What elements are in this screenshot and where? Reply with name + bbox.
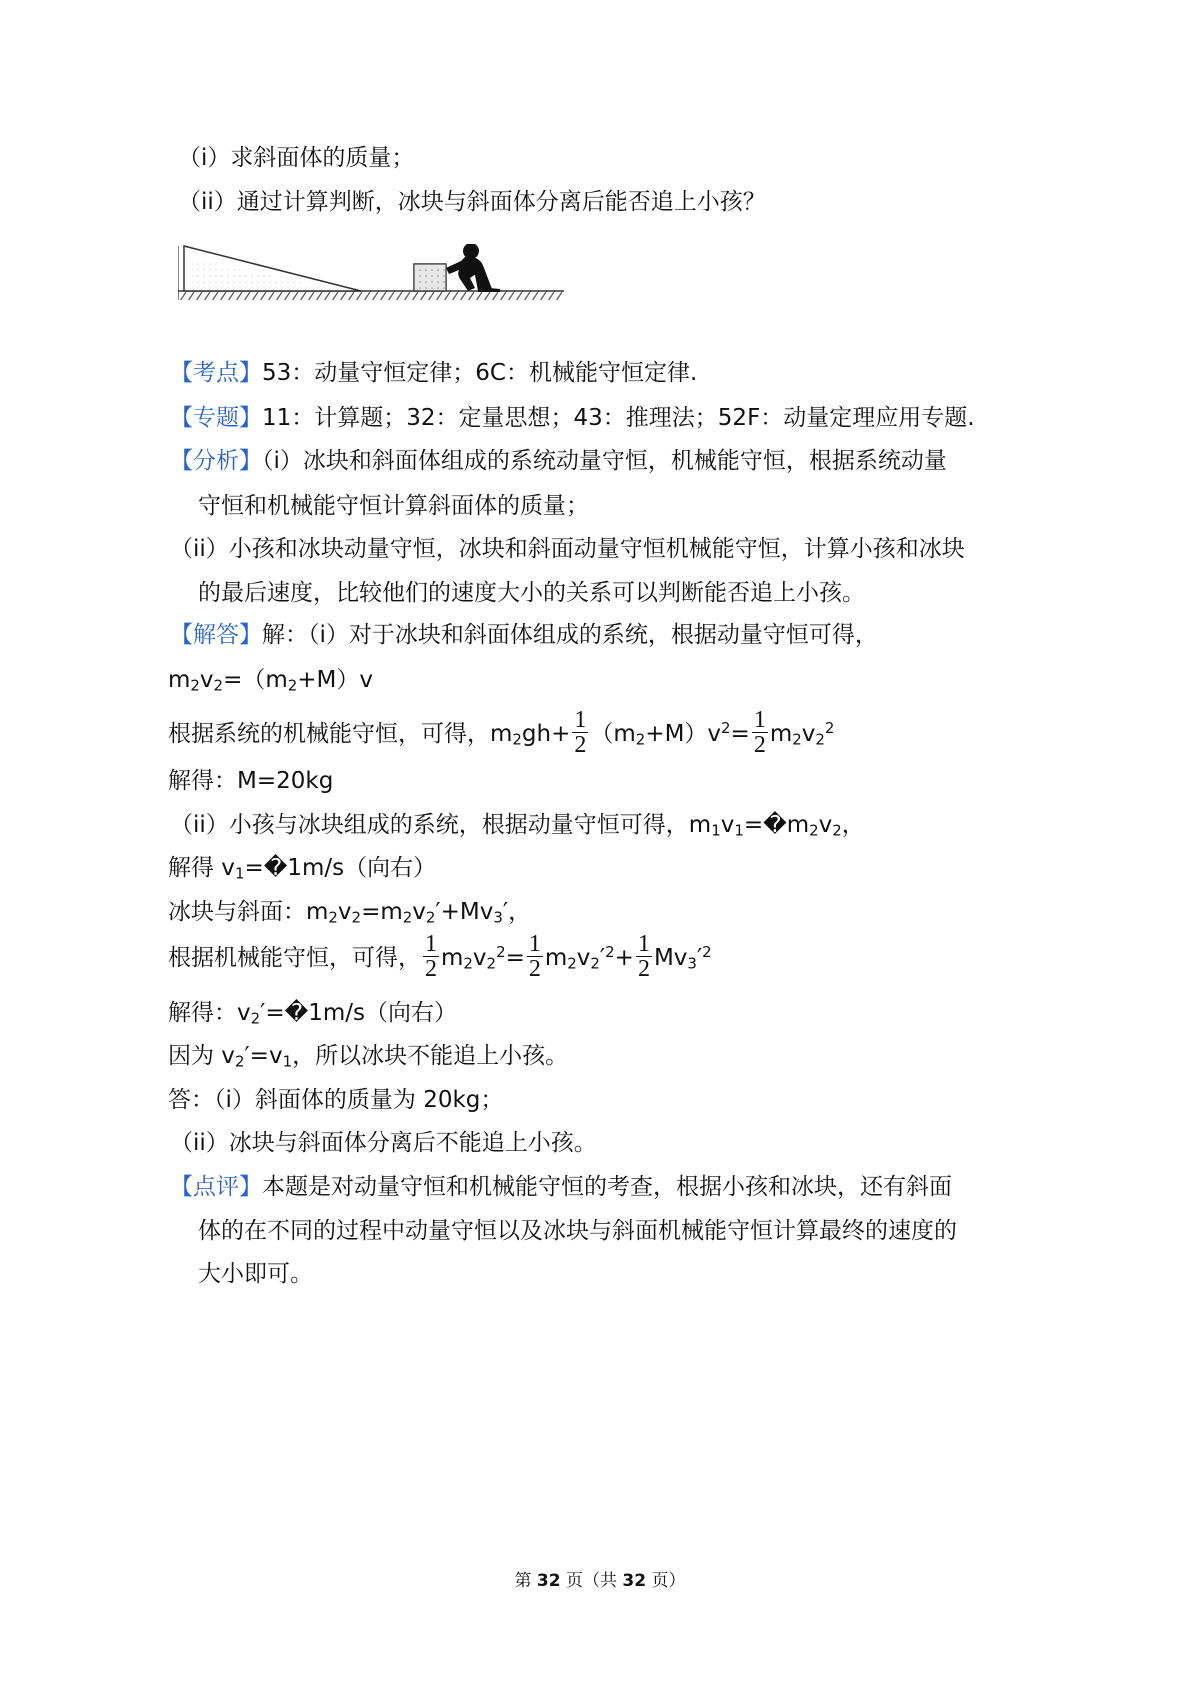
equation-momentum-3: 冰块与斜面：$m_2v_2=m_2v_2'+Mv_3'$， [168,899,532,927]
fraction-half: $\frac{1}{2}$ [528,931,541,982]
dianping-tag: 【点评】 [170,1174,262,1200]
problem-figure [178,244,568,336]
fenxi-line-2: 守恒和机械能守恒计算斜面体的质量； [198,493,589,519]
fenxi-line-1: 【分析】（i）冰块和斜面体组成的系统动量守恒，机械能守恒，根据系统动量 [170,448,947,474]
conclusion-line: 因为 $v_2'=v_1$，所以冰块不能追上小孩。 [168,1043,569,1071]
question-part-ii: （ii）通过计算判断，冰块与斜面体分离后能否追上小孩？ [178,189,766,215]
dianping-line-3: 大小即可。 [198,1261,313,1287]
child-figure-icon [446,244,500,292]
equation-momentum-2: （ii）小孩与冰块组成的系统，根据动量守恒可得，$m_1v_1=�m_2v_2$， [170,812,865,840]
zhuanti-text: 11：计算题；32：定量思想；43：推理法；52F：动量定理应用专题. [262,405,975,431]
dianping-line-1: 【点评】本题是对动量守恒和机械能守恒的考查，根据小孩和冰块，还有斜面 [170,1174,952,1200]
kaodian-tag: 【考点】 [170,360,262,386]
ground-icon [178,291,564,300]
ice-block-icon [414,264,446,291]
kaodian-line [170,358,697,388]
jieda-line-1: 【解答】解：（i）对于冰块和斜面体组成的系统，根据动量守恒可得， [170,622,878,648]
jieda-tag: 【解答】 [170,622,262,648]
equation-energy-2: 根据机械能守恒，可得， $\frac{1}{2}$ $m_2v_2^2=$ $\frac{1}{2}$ $m_2v_2'^2+$ $\frac{1}{2}$ $Mv_3'^2$ [168,931,712,982]
result-v1: 解得 $v_1=�1m/s$（向右） [168,855,437,883]
incline-icon [184,246,361,291]
fenxi-line-3: （ii）小孩和冰块动量守恒，冰块和斜面动量守恒机械能守恒，计算小孩和冰块 [170,536,965,562]
zhuanti-line [170,403,975,433]
result-mass: 解得：M=20kg [168,768,334,794]
answer-part-ii: （ii）冰块与斜面体分离后不能追上小孩。 [170,1130,597,1156]
dianping-line-2: 体的在不同的过程中动量守恒以及冰块与斜面机械能守恒计算最终的速度的 [198,1218,957,1244]
fraction-half: $\frac{1}{2}$ [574,707,587,758]
answer-part-i: 答：（i）斜面体的质量为 20kg； [168,1087,504,1113]
result-v2: 解得：$v_2'=�1m/s$（向右） [168,1000,457,1028]
fenxi-line-4: 的最后速度，比较他们的速度大小的关系可以判断能否追上小孩。 [198,580,865,606]
zhuanti-tag: 【专题】 [170,405,262,431]
fraction-half: $\frac{1}{2}$ [637,931,650,982]
question-part-i: （i）求斜面体的质量； [178,145,415,171]
fraction-half: $\frac{1}{2}$ [425,931,437,982]
equation-energy-1: 根据系统的机械能守恒，可得，$m_2gh+$ $\frac{1}{2}$ $(m_2+M)v^2=$ $\frac{1}{2}$ $m_2v_2^2$ [168,707,835,758]
equation-momentum-1: $m_2v_2=(m_2+M)v$ [168,667,373,695]
kaodian-text: 53：动量守恒定律；6C：机械能守恒定律. [262,360,698,386]
fenxi-tag: 【分析】 [170,448,262,474]
page-footer: 第 32 页（共 32 页） [514,1571,686,1591]
fraction-half: $\frac{1}{2}$ [753,707,766,758]
